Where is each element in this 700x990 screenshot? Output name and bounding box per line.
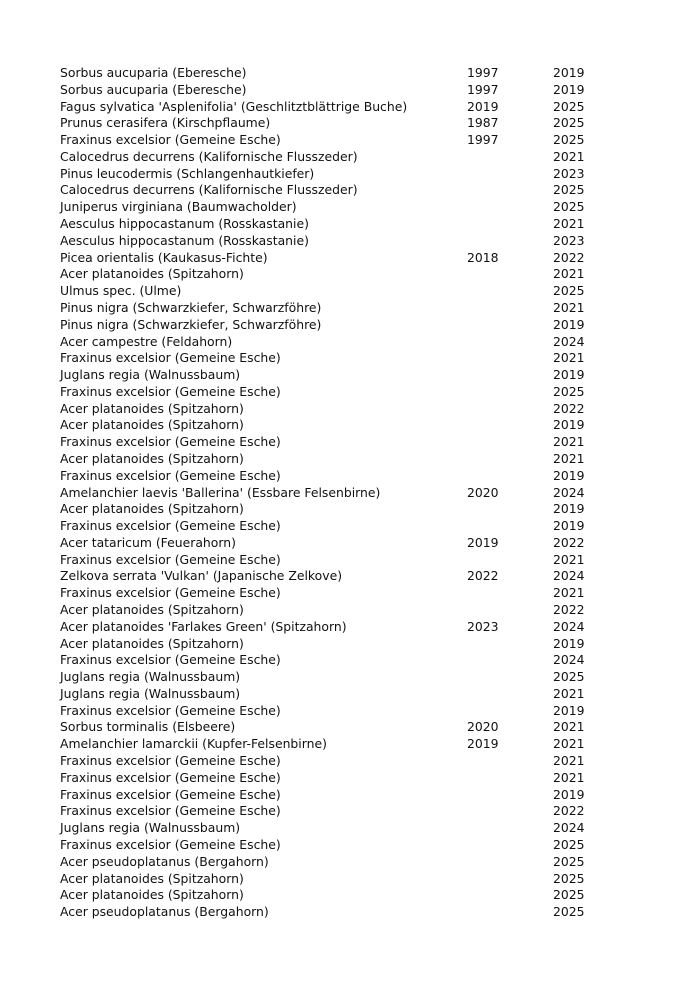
species-name: Prunus cerasifera (Kirschpflaume) (60, 115, 271, 131)
table-row (60, 552, 593, 569)
table-row (60, 132, 593, 149)
species-name: Acer platanoides (Spitzahorn) (60, 266, 244, 282)
year-first: 1997 (467, 81, 499, 97)
table-row (60, 334, 593, 351)
table-row (60, 854, 593, 871)
year-second: 2021 (553, 685, 585, 701)
year-second: 2021 (553, 450, 585, 466)
species-name: Acer platanoides (Spitzahorn) (60, 602, 244, 617)
table-row (60, 485, 593, 502)
year-second: 2019 (553, 65, 585, 80)
table-row (60, 384, 593, 401)
year-second: 2019 (553, 501, 585, 517)
year-second: 2025 (553, 904, 585, 920)
year-second: 2022 (553, 803, 585, 819)
year-first: 2023 (467, 618, 499, 634)
species-name: Juglans regia (Walnussbaum) (60, 367, 241, 383)
table-row (60, 904, 593, 921)
species-name: Juglans regia (Walnussbaum) (60, 669, 241, 685)
table-row (60, 283, 593, 300)
table-row (60, 350, 593, 367)
year-first (467, 770, 553, 787)
table-row (60, 636, 593, 653)
table-row (60, 887, 593, 904)
year-second: 2021 (553, 434, 585, 450)
species-name: Acer campestre (Feldahorn) (60, 333, 233, 349)
table-row (60, 703, 593, 720)
year-first (467, 518, 553, 535)
year-second: 2022 (553, 400, 585, 416)
species-name: Fraxinus excelsior (Gemeine Esche) (60, 769, 281, 785)
year-first (467, 703, 553, 720)
table-row (60, 736, 593, 753)
year-first (467, 669, 553, 686)
year-second: 2024 (553, 820, 585, 836)
year-first: 2018 (467, 249, 499, 265)
year-first (467, 384, 553, 401)
species-name: Juniperus virginiana (Baumwacholder) (60, 199, 297, 215)
species-name: Sorbus aucuparia (Eberesche) (60, 81, 247, 97)
table-row (60, 619, 593, 636)
species-name: Fraxinus excelsior (Gemeine Esche) (60, 803, 281, 819)
year-first (467, 686, 553, 703)
year-second: 2024 (553, 333, 585, 349)
year-first (467, 552, 553, 569)
table-row (60, 602, 593, 619)
table-row (60, 417, 593, 434)
year-first (467, 216, 553, 233)
table-row (60, 518, 593, 535)
year-first (467, 468, 553, 485)
species-name: Fraxinus excelsior (Gemeine Esche) (60, 702, 281, 718)
species-name: Acer platanoides (Spitzahorn) (60, 417, 244, 433)
year-first (467, 501, 553, 518)
species-name: Fraxinus excelsior (Gemeine Esche) (60, 132, 281, 148)
species-name: Acer platanoides (Spitzahorn) (60, 501, 244, 517)
table-row (60, 686, 593, 703)
year-second: 2019 (553, 316, 585, 332)
year-first (467, 283, 553, 300)
table-row (60, 669, 593, 686)
table-row (60, 317, 593, 334)
year-first (467, 367, 553, 384)
year-first: 2019 (467, 98, 499, 114)
year-second: 2019 (553, 417, 585, 433)
year-first (467, 199, 553, 216)
species-name: Zelkova serrata 'Vulkan' (Japanische Zelkove) (60, 568, 343, 584)
table-row (60, 753, 593, 770)
table-row (60, 501, 593, 518)
table-row (60, 149, 593, 166)
year-first (467, 166, 553, 183)
year-second: 2021 (553, 350, 585, 366)
year-second: 2021 (553, 753, 585, 769)
species-name: Acer tataricum (Feuerahorn) (60, 534, 236, 550)
table-row (60, 401, 593, 418)
table-row (60, 266, 593, 283)
species-name: Fraxinus excelsior (Gemeine Esche) (60, 383, 281, 399)
year-first: 1997 (467, 65, 499, 80)
table-row (60, 719, 593, 736)
species-name: Amelanchier lamarckii (Kupfer-Felsenbirne) (60, 736, 327, 752)
year-second: 2021 (553, 551, 585, 567)
year-second: 2019 (553, 81, 585, 97)
year-first (467, 451, 553, 468)
year-second: 2025 (553, 199, 585, 215)
species-name: Acer platanoides (Spitzahorn) (60, 635, 244, 651)
year-first (467, 787, 553, 804)
year-first (467, 317, 553, 334)
species-name: Juglans regia (Walnussbaum) (60, 820, 241, 836)
species-name: Aesculus hippocastanum (Rosskastanie) (60, 216, 309, 232)
species-name: Pinus nigra (Schwarzkiefer, Schwarzföhre) (60, 316, 322, 332)
species-name: Fraxinus excelsior (Gemeine Esche) (60, 518, 281, 534)
year-first (467, 837, 553, 854)
year-second: 2024 (553, 618, 585, 634)
year-first (467, 233, 553, 250)
table-row (60, 233, 593, 250)
year-first (467, 401, 553, 418)
species-name: Fraxinus excelsior (Gemeine Esche) (60, 753, 281, 769)
year-first (467, 300, 553, 317)
species-name: Sorbus torminalis (Elsbeere) (60, 719, 236, 735)
species-name: Fraxinus excelsior (Gemeine Esche) (60, 551, 281, 567)
table-row (60, 115, 593, 132)
year-second: 2021 (553, 299, 585, 315)
year-first: 2022 (467, 568, 499, 584)
table-row (60, 837, 593, 854)
species-name: Pinus nigra (Schwarzkiefer, Schwarzföhre) (60, 299, 322, 315)
year-second: 2024 (553, 484, 585, 500)
species-name: Calocedrus decurrens (Kalifornische Flusszeder) (60, 182, 358, 198)
year-second: 2024 (553, 568, 585, 584)
year-second: 2025 (553, 887, 585, 903)
species-name: Fraxinus excelsior (Gemeine Esche) (60, 585, 281, 601)
year-first (467, 871, 553, 888)
species-name: Ulmus spec. (Ulme) (60, 283, 182, 299)
species-name: Acer platanoides (Spitzahorn) (60, 450, 244, 466)
year-first (467, 585, 553, 602)
species-name: Aesculus hippocastanum (Rosskastanie) (60, 232, 309, 248)
year-second: 2025 (553, 383, 585, 399)
year-second: 2023 (553, 165, 585, 181)
table-row (60, 803, 593, 820)
year-first (467, 334, 553, 351)
year-second: 2021 (553, 585, 585, 601)
table-row (60, 820, 593, 837)
table-row (60, 652, 593, 669)
year-first (467, 854, 553, 871)
table-row (60, 99, 593, 116)
year-first (467, 904, 553, 921)
table-row (60, 468, 593, 485)
year-first: 2020 (467, 484, 499, 500)
year-first (467, 820, 553, 837)
year-first (467, 753, 553, 770)
table-row (60, 65, 593, 82)
species-name: Acer pseudoplatanus (Bergahorn) (60, 853, 269, 869)
year-first: 1987 (467, 115, 499, 131)
species-name: Acer pseudoplatanus (Bergahorn) (60, 904, 269, 920)
year-first: 1997 (467, 132, 499, 148)
year-first (467, 887, 553, 904)
year-second: 2025 (553, 669, 585, 685)
species-name: Picea orientalis (Kaukasus-Fichte) (60, 249, 268, 265)
year-first: 2020 (467, 719, 499, 735)
table-row (60, 199, 593, 216)
table-row (60, 787, 593, 804)
species-name: Acer platanoides (Spitzahorn) (60, 400, 244, 416)
year-second: 2021 (553, 148, 585, 164)
year-first (467, 636, 553, 653)
year-first (467, 149, 553, 166)
species-name: Amelanchier laevis 'Ballerina' (Essbare Felsenbirne) (60, 484, 381, 500)
table-row (60, 770, 593, 787)
year-second: 2025 (553, 98, 585, 114)
table-row (60, 216, 593, 233)
year-first (467, 350, 553, 367)
table-row (60, 451, 593, 468)
species-name: Pinus leucodermis (Schlangenhautkiefer) (60, 165, 315, 181)
year-second: 2019 (553, 702, 585, 718)
table-row (60, 250, 593, 267)
species-name: Fraxinus excelsior (Gemeine Esche) (60, 434, 281, 450)
species-name: Acer platanoides 'Farlakes Green' (Spitzahorn) (60, 618, 347, 634)
year-second: 2022 (553, 249, 585, 265)
year-second: 2019 (553, 518, 585, 534)
year-second: 2024 (553, 652, 585, 668)
species-name: Juglans regia (Walnussbaum) (60, 685, 241, 701)
year-second: 2021 (553, 216, 585, 232)
species-name: Fraxinus excelsior (Gemeine Esche) (60, 467, 281, 483)
table-row (60, 82, 593, 99)
year-first (467, 602, 553, 619)
table-row (60, 568, 593, 585)
table-row (60, 367, 593, 384)
year-second: 2025 (553, 182, 585, 198)
year-second: 2019 (553, 367, 585, 383)
table-row (60, 434, 593, 451)
year-second: 2021 (553, 769, 585, 785)
table-row (60, 585, 593, 602)
year-second: 2019 (553, 786, 585, 802)
species-name: Calocedrus decurrens (Kalifornische Flusszeder) (60, 148, 358, 164)
species-name: Fraxinus excelsior (Gemeine Esche) (60, 350, 281, 366)
species-name: Sorbus aucuparia (Eberesche) (60, 65, 247, 80)
year-second: 2019 (553, 467, 585, 483)
tree-table-body (60, 65, 593, 921)
year-second: 2021 (553, 266, 585, 282)
table-row (60, 300, 593, 317)
species-name: Fraxinus excelsior (Gemeine Esche) (60, 652, 281, 668)
species-name: Fagus sylvatica 'Asplenifolia' (Geschlitztblättrige Buche) (60, 98, 408, 114)
year-second: 2022 (553, 602, 585, 617)
species-name: Fraxinus excelsior (Gemeine Esche) (60, 836, 281, 852)
year-first (467, 652, 553, 669)
species-name: Acer platanoides (Spitzahorn) (60, 870, 244, 886)
year-second: 2025 (553, 836, 585, 852)
year-second: 2025 (553, 870, 585, 886)
table-row (60, 166, 593, 183)
year-first (467, 182, 553, 199)
year-first: 2019 (467, 534, 499, 550)
species-name: Fraxinus excelsior (Gemeine Esche) (60, 786, 281, 802)
table-row (60, 871, 593, 888)
tree-table (60, 65, 593, 921)
year-second: 2025 (553, 283, 585, 299)
year-first (467, 266, 553, 283)
year-second: 2021 (553, 719, 585, 735)
table-row (60, 182, 593, 199)
year-second: 2025 (553, 132, 585, 148)
year-first: 2019 (467, 736, 499, 752)
table-row (60, 535, 593, 552)
year-first (467, 803, 553, 820)
year-second: 2025 (553, 115, 585, 131)
year-second: 2025 (553, 853, 585, 869)
year-second: 2021 (553, 736, 585, 752)
year-second: 2023 (553, 232, 585, 248)
year-second: 2019 (553, 635, 585, 651)
year-first (467, 434, 553, 451)
year-first (467, 417, 553, 434)
year-second: 2022 (553, 534, 585, 550)
species-name: Acer platanoides (Spitzahorn) (60, 887, 244, 903)
